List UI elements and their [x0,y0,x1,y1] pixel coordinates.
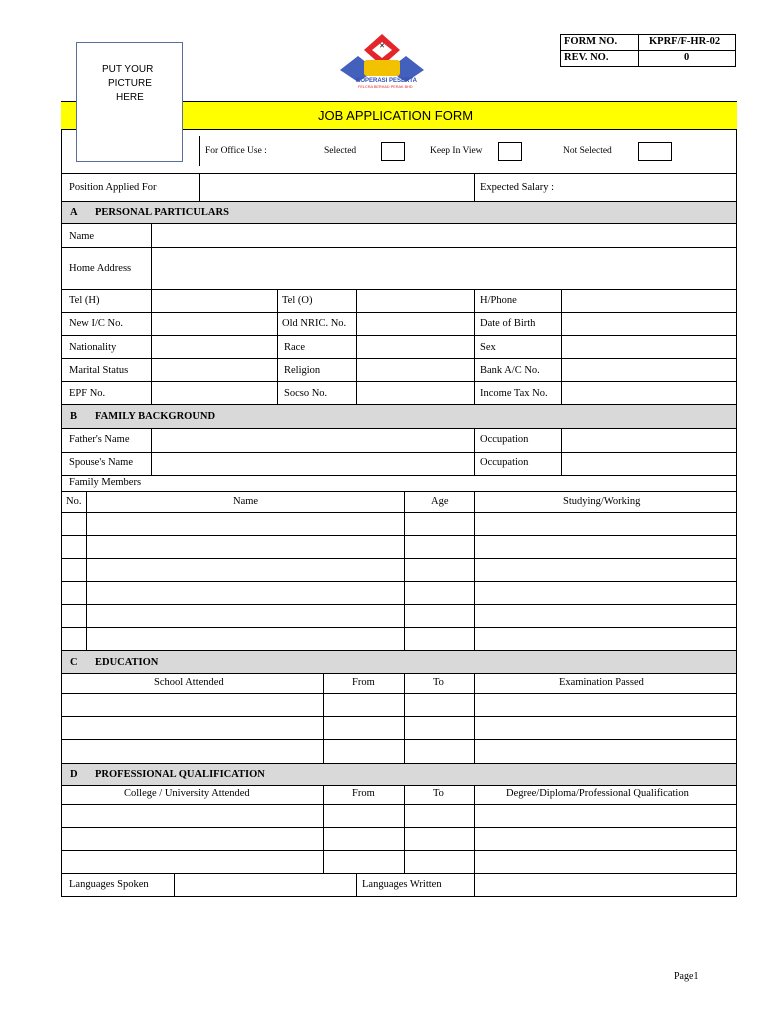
section-c-letter: C [70,657,78,668]
prof-col-degree: Degree/Diploma/Professional Qualification [506,788,689,799]
office-use-divider [199,136,200,166]
photo-placeholder-line-3: HERE [116,92,144,103]
socso-label: Socso No. [284,388,328,399]
not-selected-checkbox[interactable] [638,142,672,161]
grid-divider-a2 [277,289,278,404]
edu-col-exam: Examination Passed [559,677,644,688]
page-number: Page1 [674,971,699,982]
sex-label: Sex [480,342,496,353]
grid-row-line-3 [61,358,737,359]
family-table-top [61,491,737,492]
tel-o-label: Tel (O) [282,295,313,306]
religion-label: Religion [284,365,321,376]
epf-label: EPF No. [69,388,106,399]
section-a-letter: A [70,207,78,218]
edu-row-line-2 [61,716,737,717]
frame-bottom-border [61,896,737,897]
name-input[interactable] [152,225,735,247]
tel-h-label: Tel (H) [69,295,100,306]
spouse-bottom [61,475,737,476]
grid-divider-a3 [356,289,357,404]
family-col-name: Name [233,496,259,507]
section-d-title: PROFESSIONAL QUALIFICATION [95,769,265,780]
prof-row-line-3 [61,850,737,851]
form-no-value: KPRF/F-HR-02 [649,36,721,47]
spouses-name-label: Spouse's Name [69,457,134,468]
family-col-no: No. [66,496,82,507]
family-row-line-4 [61,581,737,582]
marital-status-label: Marital Status [69,365,129,376]
home-address-label: Home Address [69,263,132,274]
languages-written-input[interactable] [475,874,735,895]
hphone-label: H/Phone [480,295,517,306]
grid-divider-a4 [474,289,475,404]
family-row-line-1 [61,512,737,513]
grid-row-line-2 [61,335,737,336]
rev-no-label: REV. NO. [564,52,609,63]
expected-salary-label: Expected Salary : [480,182,555,193]
family-members-label: Family Members [69,477,142,488]
edu-col-3 [474,674,475,763]
edu-col-school: School Attended [154,677,224,688]
prof-col-from: From [352,788,375,799]
office-use-label: For Office Use : [205,146,267,156]
selected-checkbox[interactable] [381,142,405,161]
edu-col-2 [404,674,405,763]
position-divider-2 [474,173,475,201]
not-selected-label: Not Selected [563,146,612,156]
bank-ac-label: Bank A/C No. [480,365,540,376]
section-b-title: FAMILY BACKGROUND [95,411,216,422]
fathers-name-label: Father's Name [69,434,130,445]
section-c-title: EDUCATION [95,657,159,668]
frame-right-border [736,101,737,896]
race-label: Race [284,342,305,353]
position-applied-input[interactable] [200,174,473,200]
family-col-studying: Studying/Working [563,496,641,507]
logo-text-sub: FELCRA BERHAD PERAK BHD [358,85,413,89]
section-a-title: PERSONAL PARTICULARS [95,207,229,218]
father-bottom [61,452,737,453]
photo-placeholder-line-2: PICTURE [108,78,152,89]
edu-row-line-3 [61,739,737,740]
languages-spoken-label: Languages Spoken [69,879,149,890]
section-b-letter: B [70,411,78,422]
selected-label: Selected [324,146,357,156]
prof-row-line-2 [61,827,737,828]
spouse-occupation-label: Occupation [480,457,529,468]
grid-row-line-1 [61,312,737,313]
svg-text:✕: ✕ [379,42,385,50]
keep-in-view-label: Keep In View [430,146,483,156]
languages-spoken-input[interactable] [175,874,355,895]
dob-label: Date of Birth [480,318,536,329]
prof-col-1 [323,786,324,873]
rev-no-value: 0 [684,52,690,63]
family-row-line-6 [61,627,737,628]
prof-col-college: College / University Attended [124,788,250,799]
edu-row-line-1 [61,693,737,694]
position-applied-label: Position Applied For [69,182,157,193]
prof-col-to: To [433,788,444,799]
nationality-label: Nationality [69,342,117,353]
name-label: Name [69,231,95,242]
family-row-line-2 [61,535,737,536]
lang-divider-2 [356,873,357,896]
prof-row-line-1 [61,804,737,805]
new-ic-label: New I/C No. [69,318,123,329]
languages-written-label: Languages Written [362,879,442,890]
edu-col-1 [323,674,324,763]
income-tax-label: Income Tax No. [480,388,548,399]
grid-row-line-4 [61,381,737,382]
address-bottom [61,289,737,290]
old-nric-label: Old NRIC. No. [282,318,347,329]
family-row-line-3 [61,558,737,559]
photo-placeholder-line-1: PUT YOUR [102,64,154,75]
prof-col-2 [404,786,405,873]
section-d-letter: D [70,769,78,780]
edu-col-to: To [433,677,444,688]
father-occupation-label: Occupation [480,434,529,445]
family-row-line-5 [61,604,737,605]
grid-divider-a5 [561,289,562,404]
grid-divider-a1 [151,289,152,404]
section-c-header [62,650,736,674]
family-col-age: Age [431,496,449,507]
form-no-label: FORM NO. [564,36,618,47]
home-address-input[interactable] [152,248,735,289]
prof-col-3 [474,786,475,873]
edu-col-from: From [352,677,375,688]
logo-text-main: KOPERASI PESERTA [356,78,417,84]
form-title: JOB APPLICATION FORM [318,108,474,123]
keep-in-view-checkbox[interactable] [498,142,522,161]
